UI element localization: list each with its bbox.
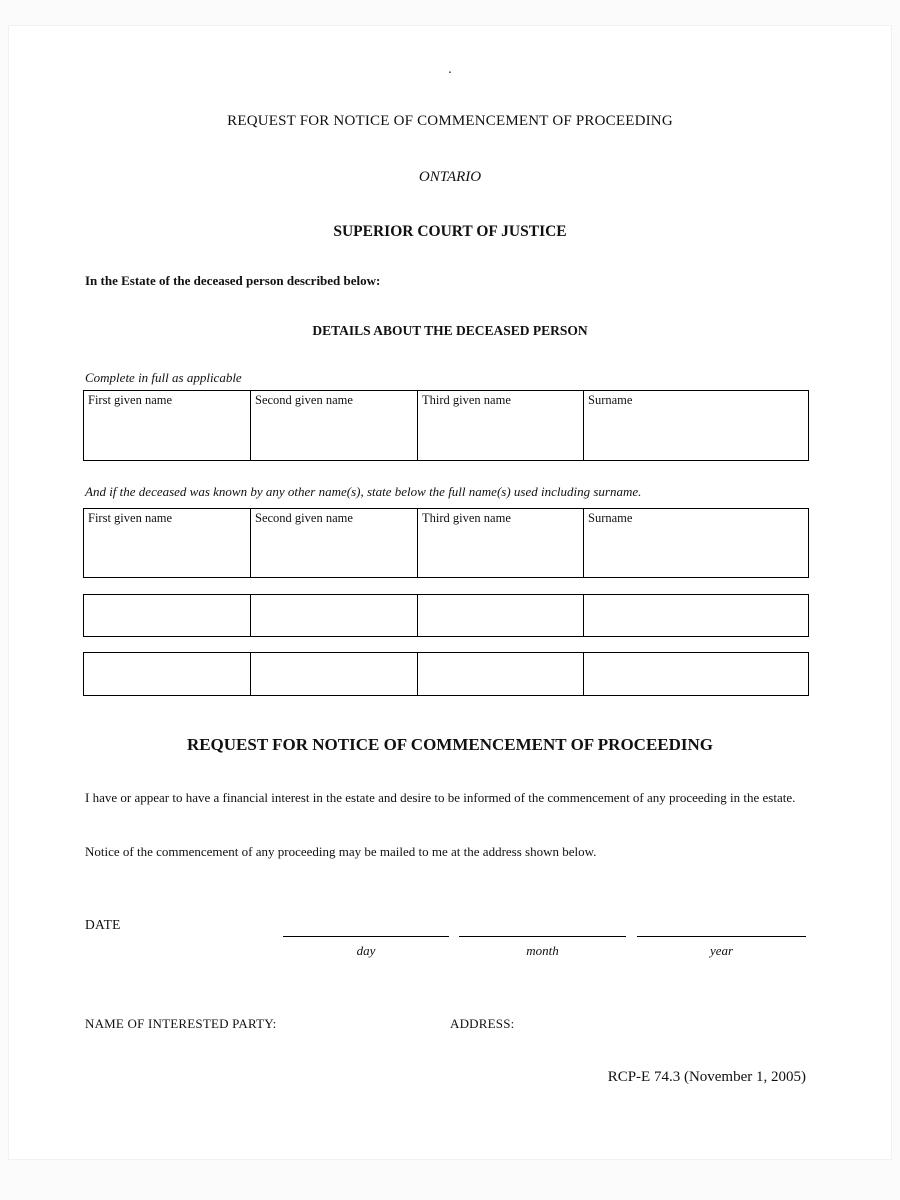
table-row [84, 509, 809, 578]
form-number: RCP-E 74.3 (November 1, 2005) [607, 1069, 806, 1085]
day-label: day [356, 943, 376, 958]
blank-cell[interactable] [251, 653, 418, 696]
court-name: SUPERIOR COURT OF JUSTICE [333, 223, 567, 240]
surname-cell[interactable] [584, 509, 809, 578]
blank-cell[interactable] [84, 595, 251, 637]
other-names-note: And if the deceased was known by any other name(s), state below the full name(s) used including surname. [85, 484, 642, 499]
second-given-name-cell[interactable] [251, 509, 418, 578]
mailing-address-paragraph: Notice of the commencement of any proceeding may be mailed to me at the address shown below. [85, 844, 597, 859]
section-heading: REQUEST FOR NOTICE OF COMMENCEMENT OF PROCEEDING [186, 735, 714, 754]
column-header: Surname [588, 393, 633, 407]
date-label: DATE [85, 917, 121, 932]
blank-cell[interactable] [84, 653, 251, 696]
second-given-name-cell[interactable] [251, 391, 418, 461]
deceased-name-table [83, 390, 809, 461]
surname-cell[interactable] [584, 391, 809, 461]
form-title: REQUEST FOR NOTICE OF COMMENCEMENT OF PROCEEDING [227, 113, 673, 129]
blank-cell[interactable] [418, 595, 584, 637]
column-header: First given name [88, 393, 173, 407]
details-heading: DETAILS ABOUT THE DECEASED PERSON [312, 323, 588, 338]
address-label: ADDRESS: [450, 1016, 515, 1031]
other-names-blank-table-2 [83, 652, 809, 696]
estate-line: In the Estate of the deceased person described below: [85, 273, 381, 288]
other-names-table [83, 508, 809, 578]
jurisdiction-label: ONTARIO [418, 169, 482, 185]
third-given-name-cell[interactable] [418, 391, 584, 461]
first-given-name-cell[interactable] [84, 391, 251, 461]
blank-cell[interactable] [251, 595, 418, 637]
column-header: Second given name [255, 511, 353, 525]
other-names-blank-table-1 [83, 594, 809, 637]
blank-cell[interactable] [584, 653, 809, 696]
column-header: Third given name [422, 393, 511, 407]
column-header: First given name [88, 511, 173, 525]
first-given-name-cell[interactable] [84, 509, 251, 578]
date-year-input-line[interactable] [637, 920, 806, 937]
third-given-name-cell[interactable] [418, 509, 584, 578]
blank-cell[interactable] [418, 653, 584, 696]
year-label: year [709, 943, 734, 958]
column-header: Second given name [255, 393, 353, 407]
column-header: Surname [588, 511, 633, 525]
interested-party-label: NAME OF INTERESTED PARTY: [85, 1016, 277, 1031]
column-header: Third given name [422, 511, 511, 525]
month-label: month [526, 943, 559, 958]
date-month-input-line[interactable] [459, 920, 626, 937]
form-page [8, 25, 892, 1160]
top-mark: . [448, 62, 452, 77]
table-row [84, 595, 809, 637]
table-row [84, 391, 809, 461]
financial-interest-paragraph: I have or appear to have a financial interest in the estate and desire to be informed of the commencement of any proceeding in the estate. [85, 790, 796, 805]
complete-note: Complete in full as applicable [85, 370, 242, 385]
blank-cell[interactable] [584, 595, 809, 637]
table-row [84, 653, 809, 696]
date-day-input-line[interactable] [283, 920, 449, 937]
